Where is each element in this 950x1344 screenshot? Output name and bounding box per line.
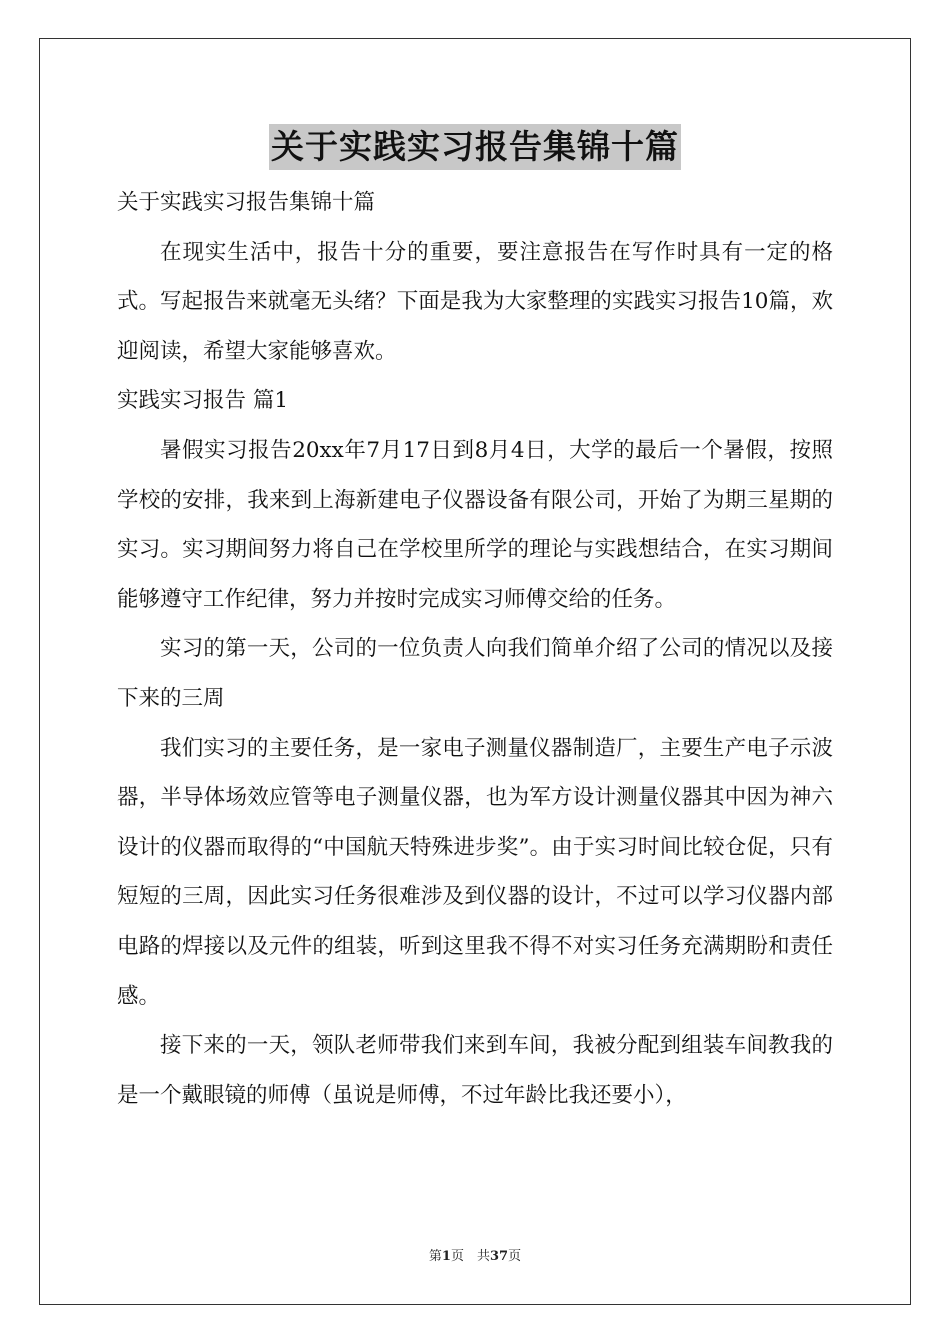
document-subtitle: 关于实践实习报告集锦十篇 <box>117 190 376 215</box>
section-heading: 实践实习报告 篇1 <box>117 388 289 414</box>
body-paragraph: 暑假实习报告20xx年7月17日到8月4日，大学的最后一个暑假，按照学校的安排，我来到上海新建电子仪器设备有限公司，开始了为期三星期的实习。实习期间努力将自己在学校里所学的理论与实践想结合，在实习期间能够遵守工作纪律，努力并按时完成实习师傅交给的任务。 <box>117 437 833 612</box>
title-container <box>0 124 950 170</box>
body-paragraph: 我们实习的主要任务，是一家电子测量仪器制造厂，主要生产电子示波器，半导体场效应管等电子测量仪器，也为军方设计测量仪器其中因为神六设计的仪器而取得的“中国航天特殊进步奖”。由于实习时间比较仓促，只有短短的三周，因此实习任务很难涉及到仪器的设计，不过可以学习仪器内部电路的焊接以及元件的组装，听到这里我不得不对实习任务充满期盼和责任感。 <box>117 735 833 1009</box>
current-page-number: 1 <box>441 1249 451 1264</box>
body-paragraph: 接下来的一天，领队老师带我们来到车间，我被分配到组装车间教我的是一个戴眼镜的师傅（虽说是师傅，不过年龄比我还要小）， <box>117 1033 833 1108</box>
footer-suffix: 页 <box>508 1249 522 1264</box>
total-page-count: 37 <box>489 1249 509 1264</box>
document-body <box>117 178 833 1120</box>
footer-prefix: 第 <box>428 1249 442 1264</box>
page-footer <box>0 1247 950 1267</box>
document-title: 关于实践实习报告集锦十篇 <box>269 124 681 170</box>
body-paragraph: 实习的第一天，公司的一位负责人向我们简单介绍了公司的情况以及接下来的三周 <box>117 636 833 711</box>
footer-middle: 页 共 <box>450 1249 490 1264</box>
intro-paragraph: 在现实生活中，报告十分的重要，要注意报告在写作时具有一定的格式。写起报告来就毫无头绪？下面是我为大家整理的实践实习报告10篇，欢迎阅读，希望大家能够喜欢。 <box>117 239 833 364</box>
